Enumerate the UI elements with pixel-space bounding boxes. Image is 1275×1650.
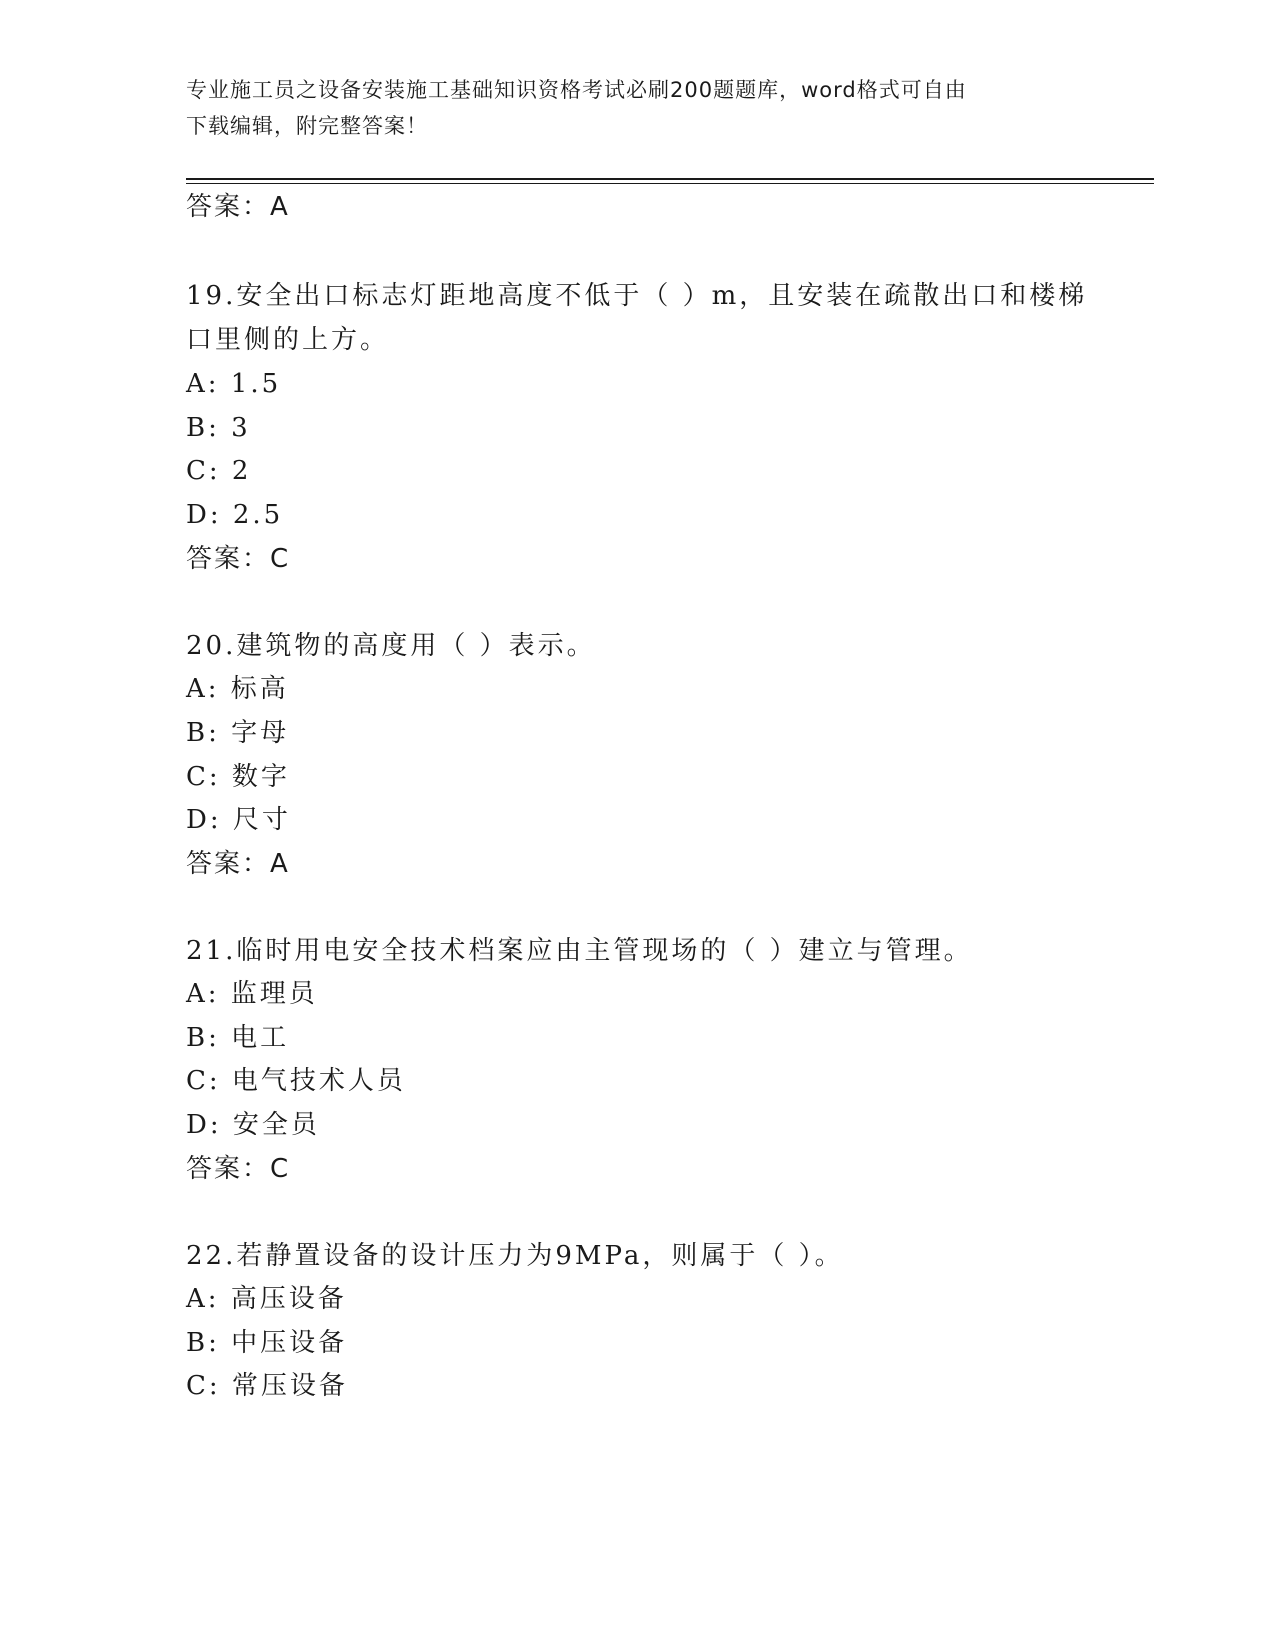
question-20-stem: 20.建筑物的高度用（ ）表示。 <box>186 631 596 661</box>
question-21-answer: 答案：C <box>186 1154 291 1184</box>
question-19-option-d: D: 2.5 <box>186 500 284 530</box>
question-22-option-c: C: 常压设备 <box>186 1371 348 1401</box>
question-22-option-b: B: 中压设备 <box>186 1328 348 1358</box>
question-19-stem-line-1: 19.安全出口标志灯距地高度不低于（ ）m，且安装在疏散出口和楼梯 <box>186 281 1088 311</box>
question-19-answer: 答案：C <box>186 544 291 574</box>
question-19-option-c: C: 2 <box>186 456 252 486</box>
question-20-option-a: A: 标高 <box>186 674 289 704</box>
question-20-option-d: D: 尺寸 <box>186 805 291 835</box>
question-21-stem: 21.临时用电安全技术档案应由主管现场的（ ）建立与管理。 <box>186 936 973 966</box>
question-21-option-c: C: 电气技术人员 <box>186 1066 406 1096</box>
document-header <box>186 72 1086 144</box>
question-19-stem-line-2: 口里侧的上方。 <box>186 325 390 355</box>
header-title-line-2: 下载编辑，附完整答案！ <box>186 114 428 138</box>
question-19-option-a: A: 1.5 <box>186 369 282 399</box>
question-19-option-b: B: 3 <box>186 413 251 443</box>
question-22-stem: 22.若静置设备的设计压力为9MPa，则属于（ ）。 <box>186 1241 844 1271</box>
question-21-option-d: D: 安全员 <box>186 1110 320 1140</box>
header-divider-thin <box>186 183 1154 184</box>
question-20-option-b: B: 字母 <box>186 718 290 748</box>
question-20-option-c: C: 数字 <box>186 762 290 792</box>
question-20-answer: 答案：A <box>186 849 290 879</box>
header-divider-thick <box>186 178 1154 180</box>
header-title-line-1: 专业施工员之设备安装施工基础知识资格考试必刷200题题库，word格式可自由 <box>186 78 967 102</box>
question-21-option-a: A: 监理员 <box>186 979 318 1009</box>
question-21-option-b: B: 电工 <box>186 1023 290 1053</box>
previous-question-answer: 答案：A <box>186 192 290 222</box>
question-22-option-a: A: 高压设备 <box>186 1284 347 1314</box>
